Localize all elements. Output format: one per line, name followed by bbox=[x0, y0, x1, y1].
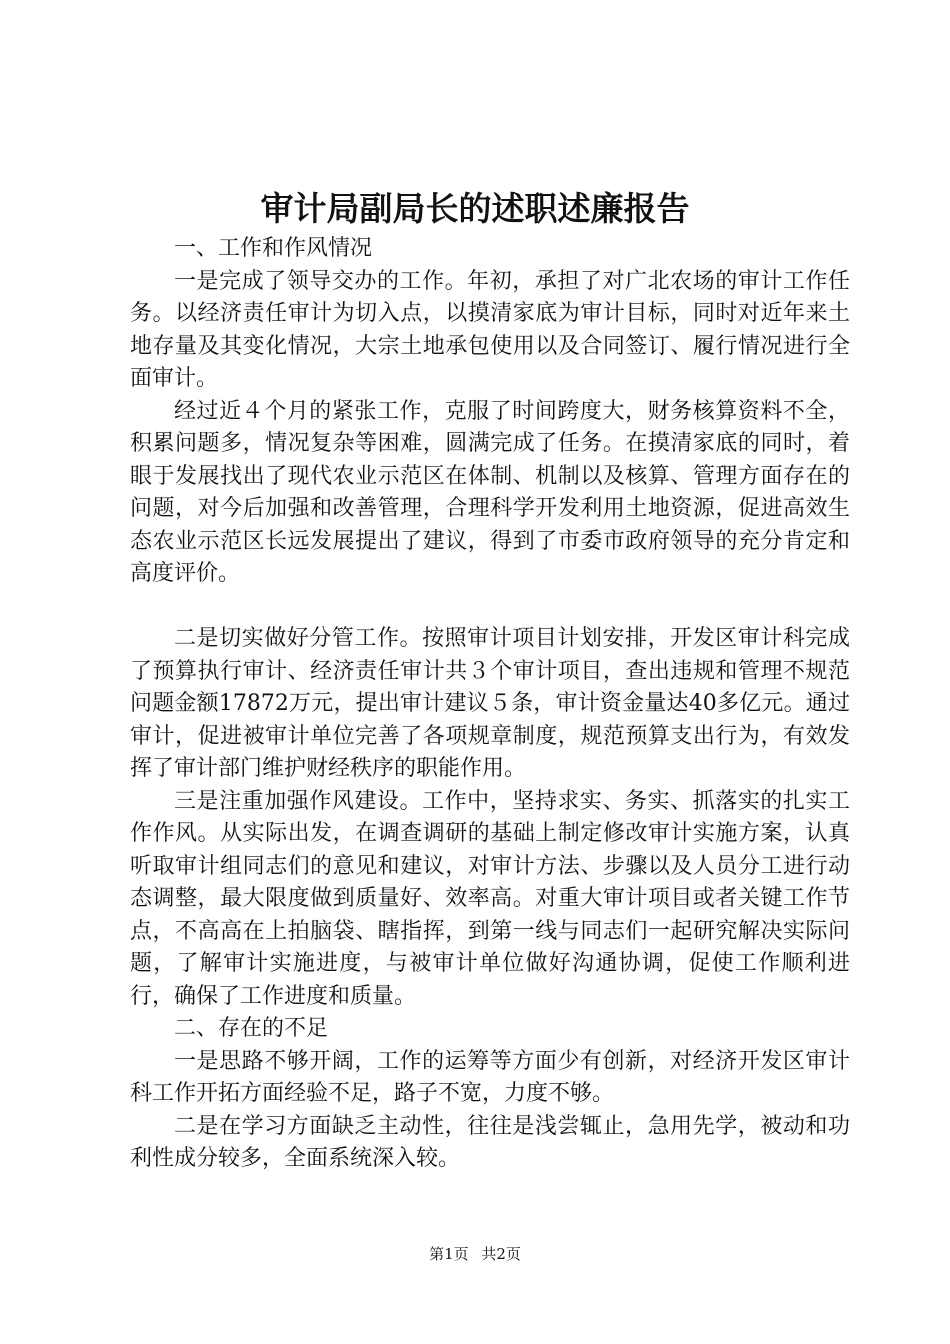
paragraph: 经过近４个月的紧张工作，克服了时间跨度大，财务核算资料不全，积累问题多，情况复杂等困难，圆满完成了任务。在摸清家底的同时，着眼于发展找出了现代农业示范区在体制、机制以及核算、管理方面存在的问题，对今后加强和改善管理，合理科学开发利用土地资源，促进高效生态农业示范区长远发展提出了建议，得到了市委市政府领导的充分肯定和高度评价。 bbox=[130, 398, 850, 586]
paragraph: 一是思路不够开阔，工作的运筹等方面少有创新，对经济开发区审计科工作开拓方面经验不足，路子不宽，力度不够。 bbox=[130, 1048, 850, 1106]
paragraph-spacer bbox=[130, 591, 850, 624]
paragraph: 二是在学习方面缺乏主动性，往往是浅尝辄止，急用先学，被动和功利性成分较多，全面系统深入较。 bbox=[130, 1113, 850, 1171]
document-title: 审计局副局长的述职述廉报告 bbox=[260, 189, 690, 228]
paragraph: 三是注重加强作风建设。工作中，坚持求实、务实、抓落实的扎实工作作风。从实际出发，在调查调研的基础上制定修改审计实施方案，认真听取审计组同志们的意见和建议，对审计方法、步骤以及人员分工进行动态调整，最大限度做到质量好、效率高。对重大审计项目或者关键工作节点，不高高在上拍脑袋、瞎指挥，到第一线与同志们一起研究解决实际问题，了解审计实施进度，与被审计单位做好沟通协调，促使工作顺利进行，确保了工作进度和质量。 bbox=[130, 788, 850, 1009]
page-footer bbox=[0, 1243, 950, 1264]
page-total: 共2页 bbox=[481, 1245, 521, 1263]
page-number: 第1页 bbox=[429, 1245, 469, 1263]
section-heading-work: 一、工作和作风情况 bbox=[174, 236, 373, 261]
document-body bbox=[130, 233, 850, 1176]
paragraph: 二是切实做好分管工作。按照审计项目计划安排，开发区审计科完成了预算执行审计、经济责任审计共３个审计项目，查出违规和管理不规范问题金额17872万元，提出审计建议５条，审计资金量达40多亿元。通过审计，促进被审计单位完善了各项规章制度，规范预算支出行为，有效发挥了审计部门维护财经秩序的职能作用。 bbox=[130, 626, 850, 781]
section-heading-shortcomings: 二、存在的不足 bbox=[174, 1016, 329, 1041]
paragraph: 一是完成了领导交办的工作。年初，承担了对广北农场的审计工作任务。以经济责任审计为切入点，以摸清家底为审计目标，同时对近年来土地存量及其变化情况，大宗土地承包使用以及合同签订、履行情况进行全面审计。 bbox=[130, 268, 850, 391]
